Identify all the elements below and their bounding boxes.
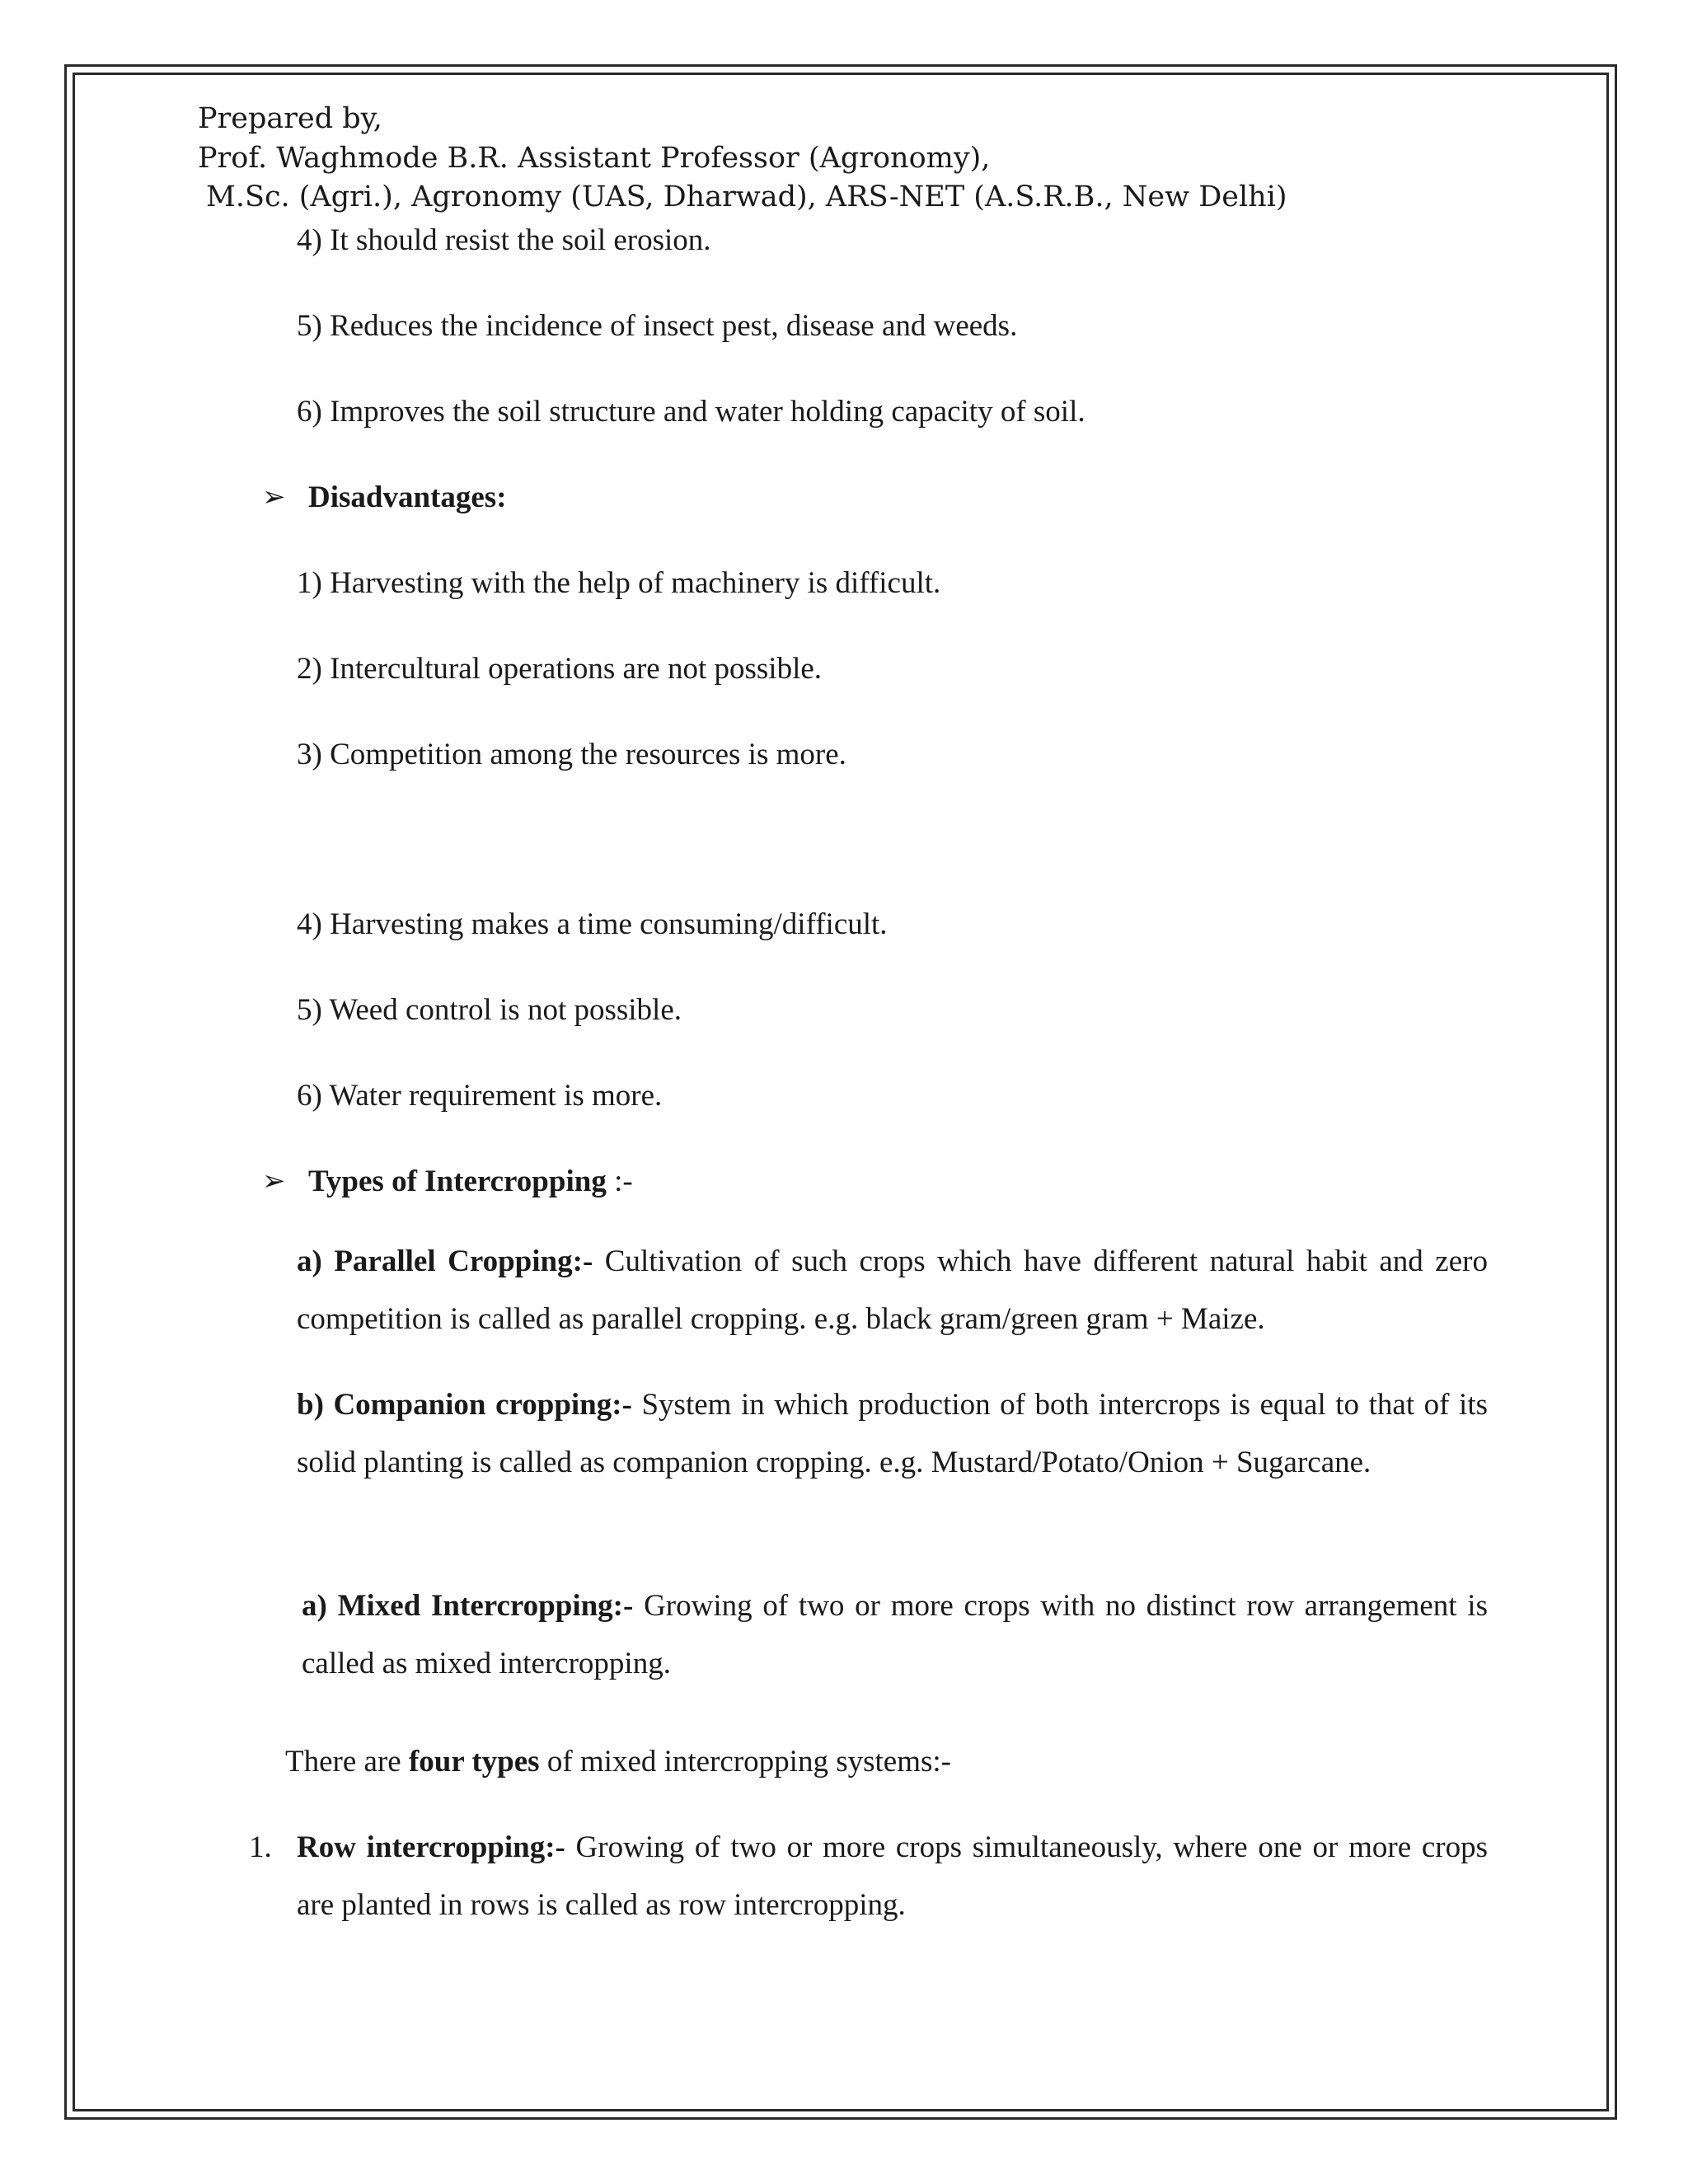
arrow-bullet-icon: ➢ (262, 482, 286, 513)
advantage-item-6: 6) Improves the soil structure and water holding capacity of soil. (297, 395, 1085, 429)
row-intercropping-paragraph (297, 1819, 1488, 1934)
row-intercropping-text: Growing of two or more crops simultaneously, where one or more crops are planted in rows is called as row intercropping. (297, 1830, 1488, 1922)
header-qualifications: M.Sc. (Agri.), Agronomy (UAS, Dharwad), ARS-NET (A.S.R.B., New Delhi) (206, 180, 1287, 213)
disadvantage-item-6: 6) Water requirement is more. (297, 1079, 663, 1113)
companion-cropping-term: b) Companion cropping:- (297, 1388, 632, 1422)
types-heading-suffix: :- (606, 1165, 633, 1198)
companion-cropping-paragraph (297, 1376, 1488, 1492)
types-heading-text: Types of Intercropping (308, 1165, 607, 1198)
four-types-suffix: of mixed intercropping systems:- (539, 1745, 951, 1779)
header-author: Prof. Waghmode B.R. Assistant Professor (Agronomy), (198, 142, 991, 175)
header-prepared-by: Prepared by, (198, 102, 382, 135)
disadvantage-item-4: 4) Harvesting makes a time consuming/difficult. (297, 907, 888, 941)
parallel-cropping-term: a) Parallel Cropping:- (297, 1244, 593, 1278)
companion-cropping-text: System in which production of both intercrops is equal to that of its solid planting is called as companion cropping. e.g. Mustard/Potato/Onion + Sugarcane. (297, 1388, 1488, 1479)
parallel-cropping-text: Cultivation of such crops which have different natural habit and zero competition is called as parallel cropping. e.g. black gram/green gram + Maize. (297, 1244, 1488, 1336)
four-types-line (285, 1744, 951, 1780)
row-intercropping-number: 1. (249, 1830, 272, 1864)
row-intercropping-term: Row intercropping:- (297, 1830, 565, 1864)
four-types-bold: four types (408, 1745, 540, 1779)
disadvantages-heading: Disadvantages: (308, 480, 507, 514)
mixed-intercropping-paragraph (297, 1577, 1488, 1693)
disadvantage-item-5: 5) Weed control is not possible. (297, 993, 682, 1027)
mixed-intercropping-text: Growing of two or more crops with no distinct row arrangement is called as mixed intercropping. (302, 1589, 1488, 1680)
four-types-prefix: There are (285, 1745, 409, 1779)
arrow-bullet-icon: ➢ (262, 1166, 286, 1197)
mixed-intercropping-term: a) Mixed Intercropping:- (302, 1589, 634, 1623)
disadvantage-item-2: 2) Intercultural operations are not possible. (297, 652, 823, 686)
types-heading (308, 1164, 633, 1200)
parallel-cropping-paragraph (297, 1233, 1488, 1348)
disadvantage-item-3: 3) Competition among the resources is more. (297, 738, 846, 771)
disadvantage-item-1: 1) Harvesting with the help of machinery is difficult. (297, 566, 941, 600)
advantage-item-4: 4) It should resist the soil erosion. (297, 223, 711, 257)
advantage-item-5: 5) Reduces the incidence of insect pest, disease and weeds. (297, 309, 1018, 343)
